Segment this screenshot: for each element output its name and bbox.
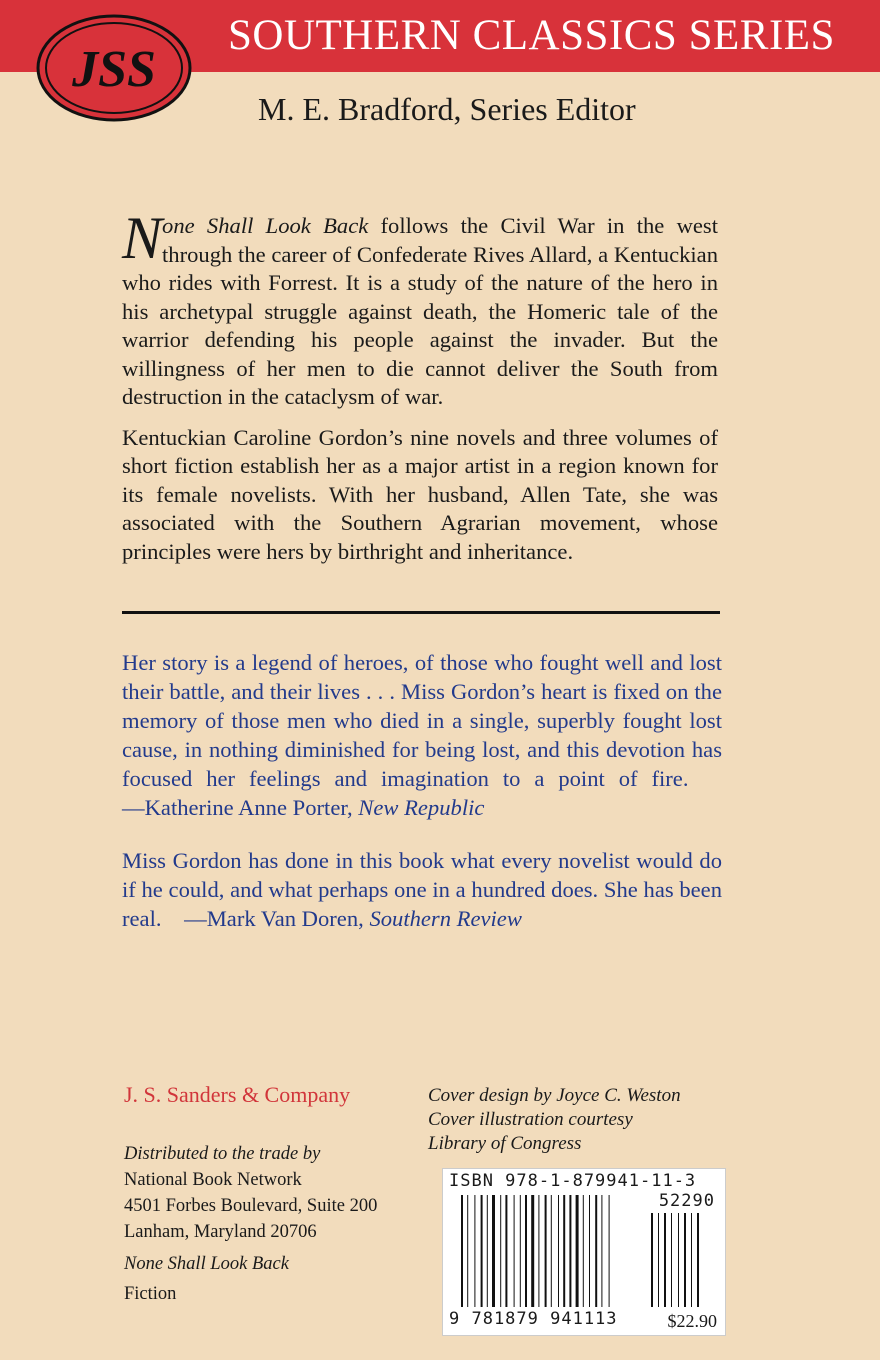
credit-line: Cover illustration courtesy [428,1109,633,1130]
review-quote-1 [122,648,722,822]
credit-line: Library of Congress [428,1133,582,1154]
ean-digits: 9 781879 941113 [449,1309,618,1329]
publisher: J. S. Sanders & Company [124,1082,351,1107]
review-quote-2 [122,846,722,933]
credit-line: Cover design by Joyce C. Weston [428,1085,681,1106]
quote-source: Southern Review [369,906,522,931]
distribution-info [124,1141,377,1307]
book-title: None Shall Look Back [124,1254,289,1274]
description-paragraph-1 [122,205,719,412]
description-paragraph-2: Kentuckian Caroline Gordon’s nine novels and three volumes of short fiction establish her as a major artist in a region known for its female novelists. With her husband, Allen Tate, she was associated with the Southern Agrarian movement, whose principles were hers by birthright and inheritance. [122,424,718,564]
distributed-label: Distributed to the trade by [124,1144,321,1164]
distributor-line: Lanham, Maryland 20706 [124,1222,317,1242]
cover-credits [428,1084,681,1156]
price-code: 52290 [658,1191,715,1211]
quote-text: Her story is a legend of heroes, of those who fought well and lost their battle, and their lives . . . Miss Gordon’s heart is fixed on the memory of those men who died in a single, superbly fought lost cause, in nothing diminished for being lost, and this devotion has focused her feelings and imagination to a point of fire. [122,650,722,791]
drop-cap: N [122,205,163,271]
quote-text: Miss Gordon has done in this book what every novelist would do if he could, and what perhaps one in a hundred does. She has been real. [122,848,722,931]
divider [122,611,720,614]
svg-text:JSS: JSS [72,41,156,98]
quote-author: —Mark Van Doren, [184,906,364,931]
quote-author: —Katherine Anne Porter, [122,795,353,820]
series-editor: M. E. Bradford, Series Editor [258,91,636,127]
quote-source: New Republic [358,795,485,820]
category: Fiction [124,1284,177,1304]
distributor-line: 4501 Forbes Boulevard, Suite 200 [124,1196,378,1216]
description-text-1: follows the Civil War in the west through the career of Confederate Rives Allard, a Kentuckian who rides with Forrest. It is a study of the nature of the hero in his archetypal struggle against death, the Homeric tale of the warrior defending his people against the invader. But the willingness of her men to die cannot deliver the South from destruction in the cataclysm of war. [122,213,719,409]
isbn-number: ISBN 978-1-879941-11-3 [449,1171,697,1191]
price: $22.90 [667,1311,717,1331]
series-title: SOUTHERN CLASSICS SERIES [228,12,835,59]
distributor-line: National Book Network [124,1170,302,1190]
description [122,205,719,566]
jss-logo [34,12,194,124]
book-title-italic: one Shall Look Back [162,213,369,238]
isbn-barcode [442,1168,726,1336]
